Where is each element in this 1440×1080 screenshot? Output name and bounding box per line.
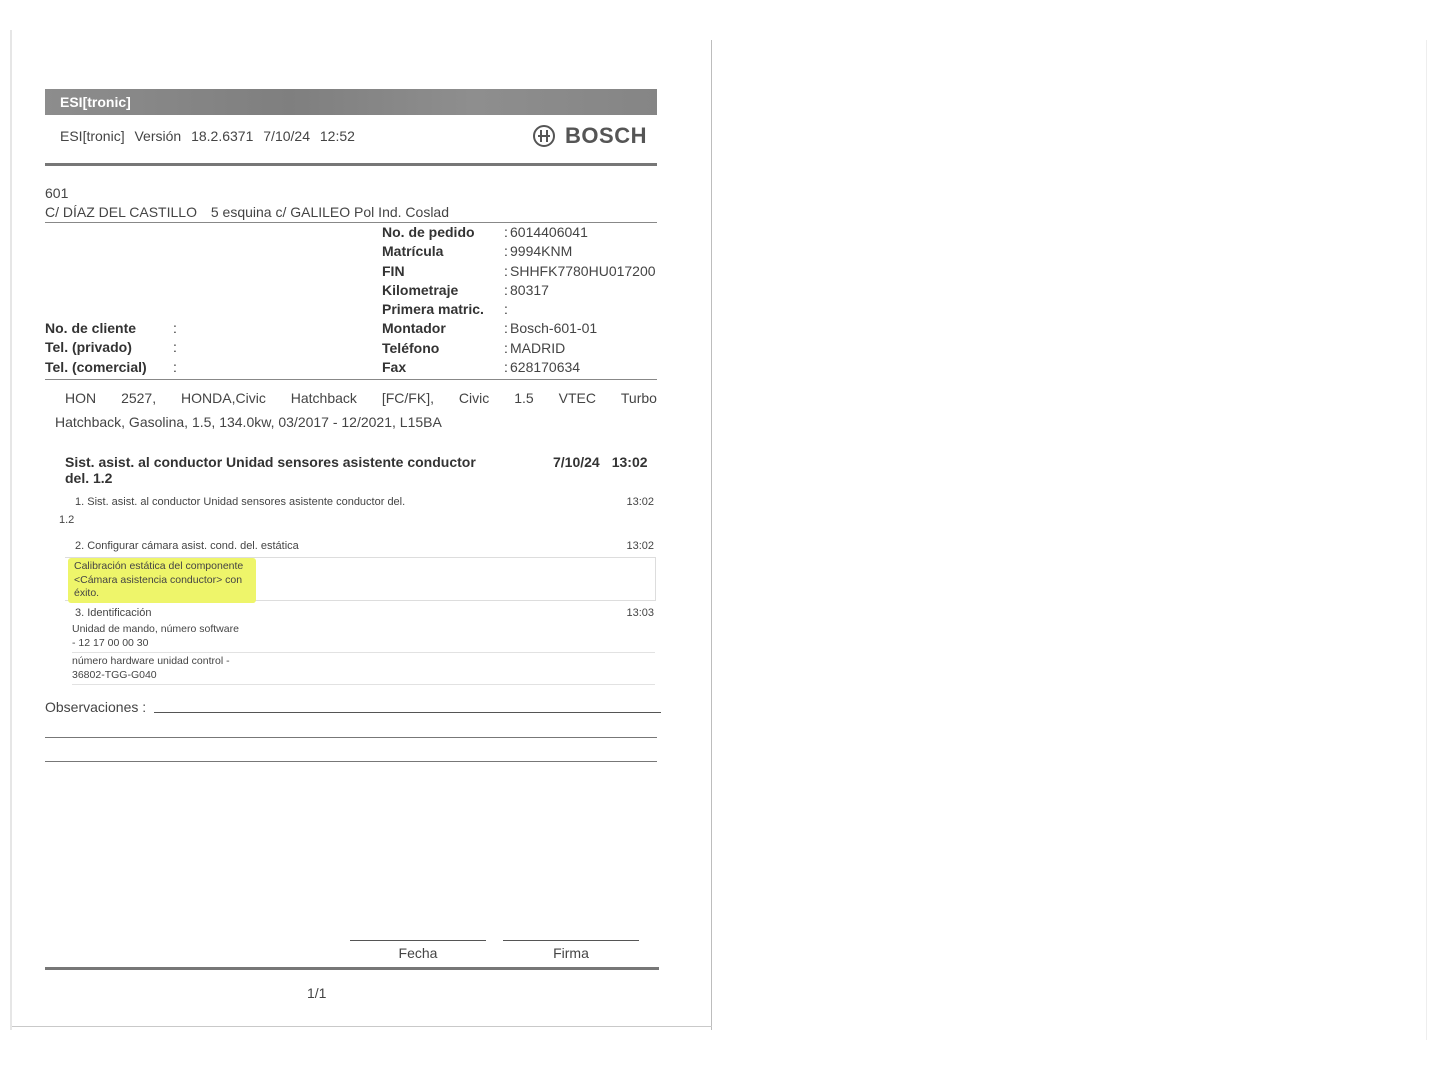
brand-name: BOSCH	[565, 123, 647, 148]
test-section-header	[45, 454, 657, 486]
step-1	[45, 496, 657, 526]
order-value: 9994KNM	[510, 243, 573, 260]
vehicle-token: Hatchback	[290, 390, 357, 406]
customer-sep: :	[173, 339, 177, 356]
vehicle-token: [FC/FK],	[381, 390, 434, 406]
observations-blank-line	[45, 737, 657, 738]
bosch-logo-icon	[533, 125, 555, 147]
step-2	[45, 540, 657, 601]
customer-details	[45, 319, 183, 377]
vehicle-token: VTEC	[558, 390, 596, 406]
vehicle-token: Civic	[458, 390, 490, 406]
order-row	[382, 242, 656, 261]
customer-label: No. de cliente	[45, 320, 137, 336]
order-details	[382, 223, 656, 377]
order-value: MADRID	[510, 339, 566, 356]
customer-row	[45, 319, 183, 338]
observations-line	[154, 712, 661, 713]
vehicle-line2: Hatchback, Gasolina, 1.5, 134.0kw, 03/2017 - 12/2021, L15BA	[55, 414, 442, 430]
order-label: Montador	[382, 320, 446, 337]
step-result-highlight: Calibración estática del componente <Cámara asistencia conductor> con éxito.	[68, 558, 256, 603]
report-date: 7/10/24	[263, 128, 310, 144]
vehicle-token: HON	[65, 390, 97, 406]
vehicle-token: Turbo	[620, 390, 657, 406]
order-sep: :	[504, 262, 508, 279]
observations-label: Observaciones :	[45, 699, 147, 715]
order-row	[382, 339, 656, 358]
identification-line2: 36802-TGG-G040	[72, 668, 157, 681]
customer-label: Tel. (privado)	[45, 339, 132, 356]
address-line2	[45, 203, 657, 222]
section-time: 13:02	[611, 454, 648, 470]
customer-label: Tel. (comercial)	[45, 358, 147, 375]
order-value: 80317	[510, 281, 549, 298]
order-row	[382, 300, 656, 319]
order-value: Bosch-601-01	[510, 320, 598, 337]
step-time: 13:02	[626, 540, 654, 552]
info-grid	[45, 223, 657, 379]
workshop-address	[45, 184, 657, 222]
section-title: Sist. asist. al conductor Unidad sensores asistente conductor del. 1.2	[65, 454, 476, 486]
address-line1: 601	[45, 185, 69, 201]
customer-sep: :	[173, 358, 177, 375]
order-sep: :	[504, 243, 508, 260]
page-number: 1/1	[307, 985, 327, 1001]
identification-list	[72, 623, 655, 685]
product-name: ESI[tronic]	[60, 128, 125, 144]
scan-edge-far	[1426, 40, 1427, 1040]
order-label: Fax	[382, 359, 407, 376]
step-label: 2. Configurar cámara asist. cond. del. estática	[75, 540, 299, 552]
customer-sep: :	[173, 320, 177, 336]
step-label: 3. Identificación	[75, 607, 152, 619]
order-label: No. de pedido	[382, 224, 475, 240]
brand	[533, 123, 647, 149]
customer-row	[45, 358, 183, 377]
order-row	[382, 358, 656, 377]
date-signature-field: Fecha	[350, 940, 486, 961]
report-page	[45, 89, 657, 1001]
identification-line2: - 12 17 00 00 30	[72, 636, 149, 649]
vehicle-token: HONDA,Civic	[181, 390, 266, 406]
vehicle-token: 1.5	[514, 390, 534, 406]
order-row	[382, 262, 656, 281]
order-label: Teléfono	[382, 339, 440, 356]
step-label: 1. Sist. asist. al conductor Unidad sensores asistente conductor del.	[75, 496, 406, 508]
order-sep: :	[504, 359, 508, 376]
observations-blank-line	[45, 761, 657, 762]
report-header	[45, 115, 657, 159]
vehicle-line1	[55, 390, 657, 406]
address-street: C/ DÍAZ DEL CASTILLO	[45, 204, 197, 220]
order-row	[382, 319, 656, 338]
order-label: Primera matric.	[382, 301, 484, 318]
step-time: 13:03	[626, 607, 654, 619]
version-info	[60, 128, 361, 144]
step-result-box	[65, 557, 656, 601]
vehicle-description	[45, 390, 657, 430]
identification-item	[72, 655, 655, 685]
scan-edge-bottom	[12, 1026, 712, 1027]
header-rule	[45, 163, 657, 166]
version-label: Versión	[134, 128, 182, 144]
version-number: 18.2.6371	[191, 128, 254, 144]
identification-item	[72, 623, 655, 653]
order-value: 6014406041	[510, 224, 588, 240]
identification-line1: Unidad de mando, número software	[72, 623, 239, 635]
app-titlebar: ESI[tronic]	[45, 89, 657, 115]
identification-line1: número hardware unidad control -	[72, 655, 230, 667]
customer-row	[45, 338, 183, 357]
address-rest: 5 esquina c/ GALILEO Pol Ind. Coslad	[210, 204, 449, 220]
step-3	[45, 607, 657, 685]
order-label: Kilometraje	[382, 281, 459, 298]
info-rule	[45, 379, 657, 380]
order-value: SHHFK7780HU017200	[510, 262, 656, 279]
section-date: 7/10/24	[553, 454, 600, 470]
report-time: 12:52	[319, 128, 355, 144]
footer-rule	[45, 967, 659, 970]
order-sep: :	[504, 339, 508, 356]
order-value: 628170634	[510, 359, 581, 376]
order-sep: :	[504, 301, 508, 318]
order-row	[382, 281, 656, 300]
order-sep: :	[504, 320, 508, 337]
scan-edge-left	[10, 30, 12, 1030]
step-time: 13:02	[626, 496, 654, 508]
step-continuation: 1.2	[59, 514, 75, 526]
observations	[45, 699, 657, 715]
vehicle-token: 2527,	[121, 390, 157, 406]
order-sep: :	[504, 281, 508, 298]
order-sep: :	[504, 224, 508, 240]
order-label: Matrícula	[382, 243, 444, 260]
order-label: FIN	[382, 262, 405, 279]
signature-field: Firma	[503, 940, 639, 961]
scan-edge-right	[711, 40, 712, 1030]
order-row	[382, 223, 656, 242]
